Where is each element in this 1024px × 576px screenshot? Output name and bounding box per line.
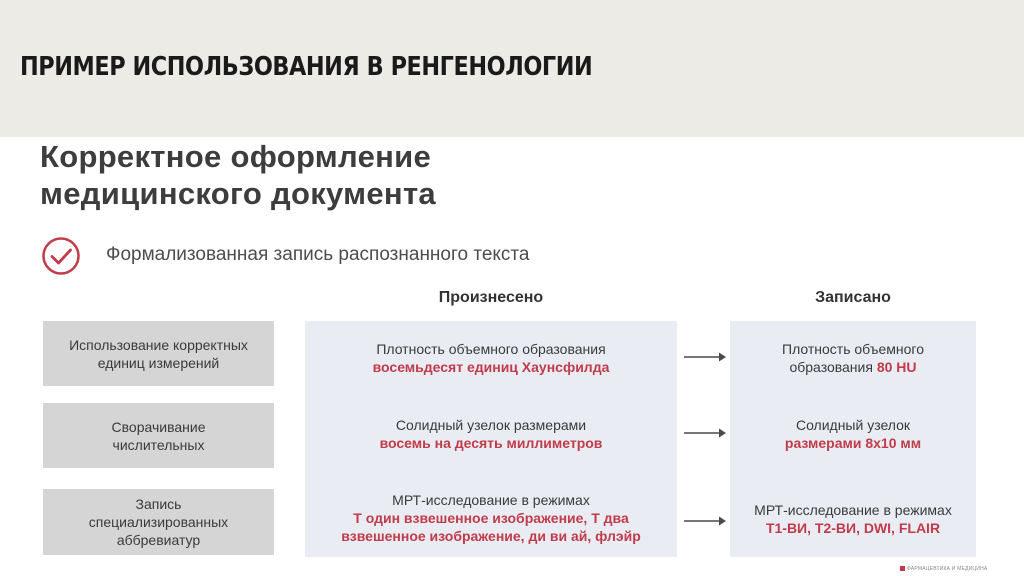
spoken-cell-abbreviations xyxy=(305,491,677,545)
subtitle: Формализованная запись распознанного текста xyxy=(106,244,530,265)
spoken-text: МРТ-исследование в режимах xyxy=(392,492,590,508)
column-header-spoken: Произнесено xyxy=(438,289,544,306)
spoken-highlight: взвешенное изображение, ди ви ай, флэйр xyxy=(341,528,641,544)
spoken-highlight: восемьдесят единиц Хаунсфилда xyxy=(372,359,610,375)
arrow-right-icon xyxy=(683,351,727,363)
category-numerals xyxy=(43,403,274,468)
column-header-written: Записано xyxy=(815,289,891,306)
document-title-line2: медицинского документа xyxy=(40,176,436,211)
category-units xyxy=(43,321,274,386)
written-cell-numerals xyxy=(730,416,976,452)
category-line: Сворачивание xyxy=(111,418,206,435)
written-highlight: размерами 8x10 мм xyxy=(784,435,922,451)
category-line: специализированных xyxy=(88,514,229,530)
spoken-cell-units xyxy=(305,340,677,376)
spoken-text: Солидный узелок размерами xyxy=(395,417,587,433)
written-panel xyxy=(730,321,976,557)
category-line: единиц измерений xyxy=(97,354,220,371)
arrow-right-icon xyxy=(683,515,727,527)
category-abbreviations xyxy=(43,489,274,555)
written-text: образования xyxy=(789,359,877,375)
spoken-cell-numerals xyxy=(305,416,677,452)
written-cell-units xyxy=(730,340,976,376)
category-line: Запись xyxy=(135,496,182,512)
spoken-highlight: восемь на десять миллиметров xyxy=(379,435,603,451)
written-highlight: 80 HU xyxy=(876,359,917,375)
spoken-panel xyxy=(305,321,677,557)
check-circle-icon xyxy=(41,236,81,276)
document-title xyxy=(40,138,436,212)
written-text: Солидный узелок xyxy=(795,417,911,433)
written-text-mixed xyxy=(730,358,976,376)
written-cell-abbreviations xyxy=(730,501,976,537)
footer-logo: ФАРМАЦЕВТИКА И МЕДИЦИНА xyxy=(900,566,987,572)
page-title: ПРИМЕР ИСПОЛЬЗОВАНИЯ В РЕНГЕНОЛОГИИ xyxy=(20,52,593,82)
header-band xyxy=(0,0,1024,137)
spoken-text: Плотность объемного образования xyxy=(376,341,606,357)
category-line: аббревиатур xyxy=(116,532,201,548)
written-text: МРТ-исследование в режимах xyxy=(754,502,952,518)
written-text: Плотность объемного xyxy=(782,341,924,357)
arrow-right-icon xyxy=(683,427,727,439)
document-title-line1: Корректное оформление xyxy=(40,139,432,174)
category-line: числительных xyxy=(112,436,205,453)
written-highlight: Т1-ВИ, Т2-ВИ, DWI, FLAIR xyxy=(765,520,941,536)
category-line: Использование корректных xyxy=(69,336,248,353)
spoken-highlight: Т один взвешенное изображение, Т два xyxy=(353,510,629,526)
